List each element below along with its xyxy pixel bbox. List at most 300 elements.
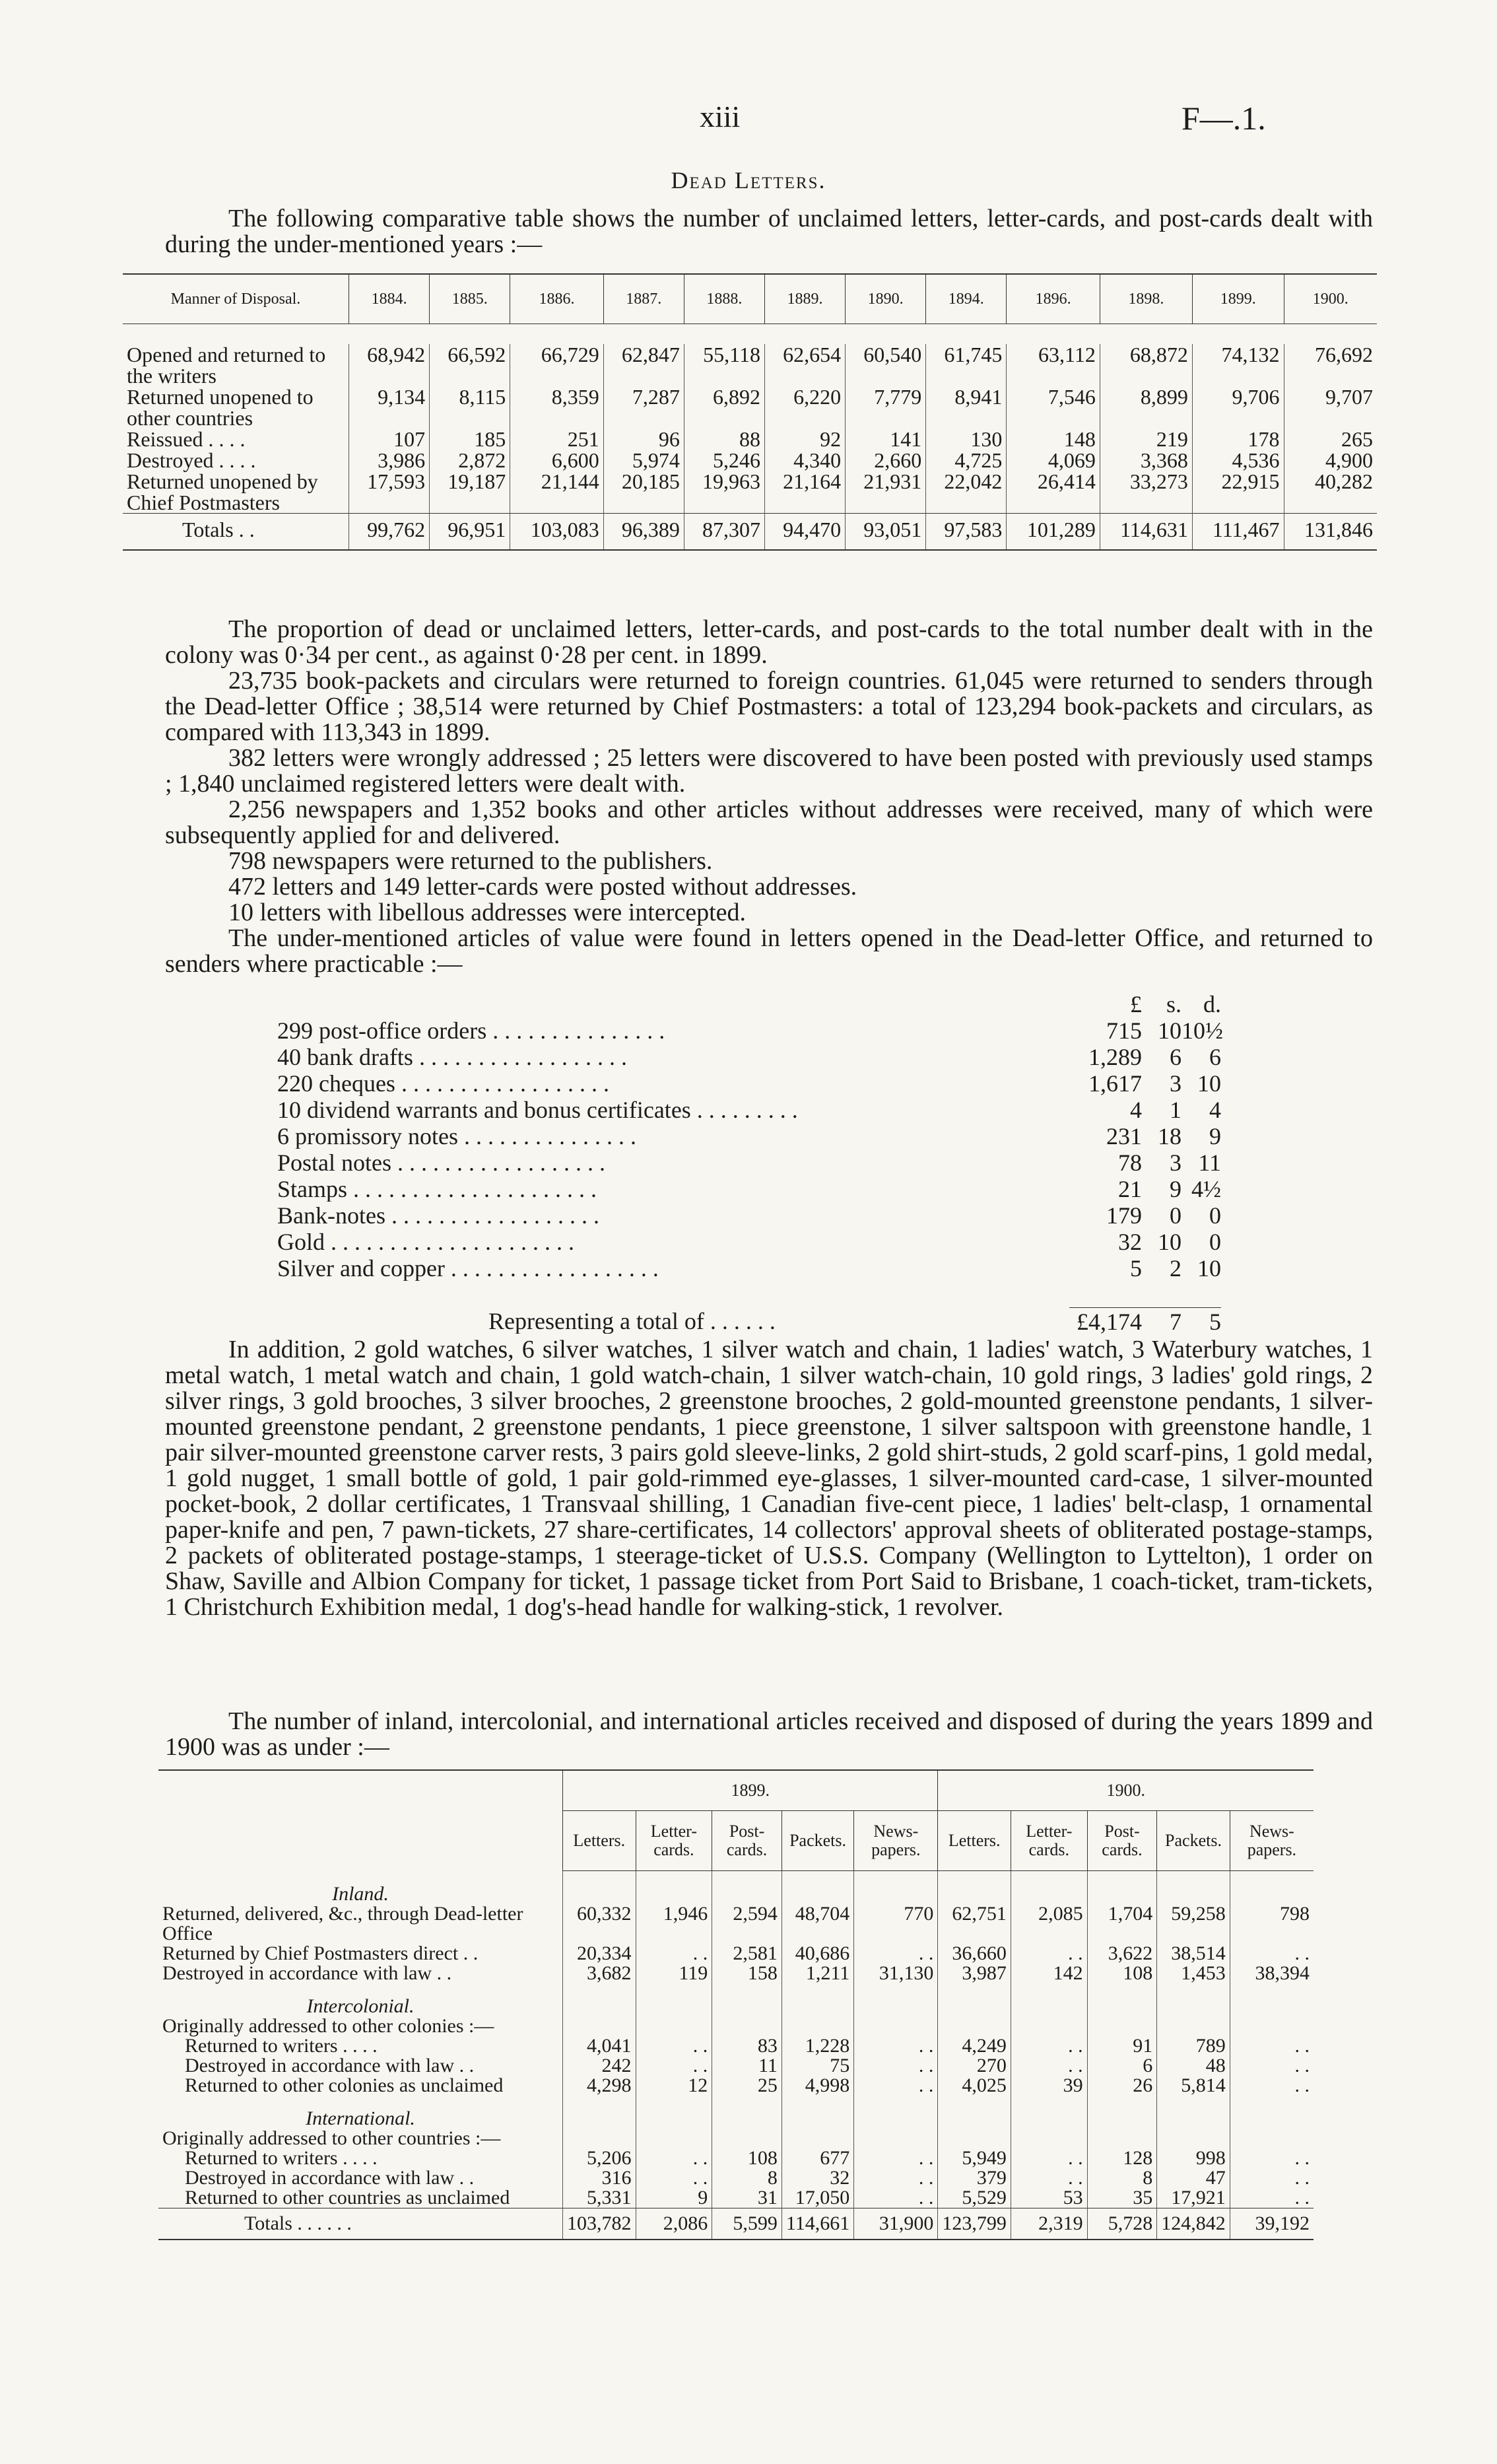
year-1900-header: 1900. [938,1770,1314,1811]
cell-value: 59,258 [1157,1904,1230,1944]
column-header: News-papers. [1230,1811,1314,1871]
cell-value: 2,594 [712,1904,782,1944]
cell-value: 2,660 [846,450,926,471]
totals-row [123,514,1377,551]
item-pounds: 4 [1130,1097,1142,1123]
year-header: 1889. [764,274,845,324]
item-label: Stamps . . . . . . . . . . . . . . . . . . . . . [277,1176,597,1202]
cell-value: 6,220 [764,386,845,428]
cell-value: 316 [563,2168,636,2188]
page-number: xiii [700,100,741,133]
cell-value: 38,514 [1157,1944,1230,1964]
total-value: 39,192 [1230,2208,1314,2240]
cell-value: 108 [712,2148,782,2168]
cell-value: . . [1011,2036,1087,2056]
total-value: 2,086 [636,2208,712,2240]
item-pounds: 231 [1106,1123,1142,1149]
cell-value: 32 [782,2168,853,2188]
item-label: 40 bank drafts . . . . . . . . . . . . . . . . . . [277,1044,627,1070]
cell-value: 8 [1087,2168,1157,2188]
column-header: Letter-cards. [1011,1811,1087,1871]
year-header: 1898. [1100,274,1192,324]
cell-value: 26,414 [1007,471,1100,514]
cell-value: 5,206 [563,2148,636,2168]
cell-value: 19,187 [430,471,510,514]
cell-value: 8 [712,2168,782,2188]
cell-value: . . [854,2148,938,2168]
item-pounds: 715 [1106,1017,1142,1044]
section-heading-row [158,2109,1314,2129]
cell-value: 1,211 [782,1964,853,1983]
cell-value: 17,050 [782,2188,853,2208]
cell-value: 2,085 [1011,1904,1087,1944]
cell-value: . . [636,2148,712,2168]
total-pounds: £4,174 [1069,1307,1142,1334]
cell-value: 48,704 [782,1904,853,1944]
item-pence: 4 [1209,1097,1221,1123]
totals-row [158,2208,1314,2240]
cell-value: 31,130 [854,1964,938,1983]
cell-value: 9,707 [1284,386,1377,428]
item-pounds: 32 [1118,1229,1142,1255]
cell-value: 128 [1087,2148,1157,2168]
total-value: 96,389 [603,514,684,551]
cell-value: . . [854,1944,938,1964]
total-value: 114,661 [782,2208,853,2240]
item-label: 10 dividend warrants and bonus certificates . . . . . . . . . [277,1097,798,1122]
valuable-item [277,1122,1360,1149]
cell-value: . . [1011,2056,1087,2076]
total-value: 94,470 [764,514,845,551]
cell-value: 39 [1011,2076,1087,2096]
total-value: 103,782 [563,2208,636,2240]
cell-value: 8,115 [430,386,510,428]
cell-value: 3,987 [938,1964,1011,1983]
table-row [158,2076,1314,2096]
cell-value: . . [636,2168,712,2188]
addition-paragraph [165,1337,1373,1620]
cell-value: 4,900 [1284,450,1377,471]
table-row [158,1904,1314,1944]
row-label: Destroyed in accordance with law . . [185,2055,475,2076]
total-value: 5,599 [712,2208,782,2240]
cell-value: . . [1230,2188,1314,2208]
cell-value: 998 [1157,2148,1230,2168]
item-shillings: 3 [1170,1070,1181,1097]
cell-value: 63,112 [1007,344,1100,386]
item-shillings: 18 [1158,1123,1181,1149]
valuable-item [277,1043,1360,1070]
disposal-table-header [123,274,1377,324]
cell-value: 4,725 [926,450,1007,471]
cell-value: 61,745 [926,344,1007,386]
cell-value: 5,814 [1157,2076,1230,2096]
total-value: 124,842 [1157,2208,1230,2240]
cell-value: 76,692 [1284,344,1377,386]
cell-value: 60,332 [563,1904,636,1944]
table-row [158,1944,1314,1964]
table-row [158,2188,1314,2208]
cell-value: 5,949 [938,2148,1011,2168]
cell-value: 75 [782,2056,853,2076]
totals-label: Totals . . [123,514,349,551]
cell-value: 36,660 [938,1944,1011,1964]
cell-value: 7,779 [846,386,926,428]
column-header: News-papers. [854,1811,938,1871]
column-header: Post-cards. [712,1811,782,1871]
item-pence: 10 [1197,1070,1221,1097]
cell-value: 17,921 [1157,2188,1230,2208]
addition-text: In addition, 2 gold watches, 6 silver watches, 1 silver watch and chain, 1 ladies' watch, 3 Waterbury watches, 1 metal watch, 1 metal watch and chain, 1 gold watch-chain, 1 silver watch-chain, 10 gold rings, 3 ladies' gold rings, 2 silver rings, 3 gold brooches, 3 silver brooches, 2 greenstone brooches, 2 gold-mounted greenstone pendants, 1 silver-mounted greenstone pendant, 2 greenstone pendants, 1 piece greenstone, 1 silver saltspoon with greenstone handle, 1 pair silver-mounted greenstone carver rests, 3 pairs gold sleeve-links, 2 gold shirt-studs, 2 gold scarf-pins, 1 gold medal, 1 gold nugget, 1 small bottle of gold, 1 pair gold-rimmed eye-glasses, 1 silver-mounted card-case, 1 silver-mounted pocket-book, 2 dollar certificates, 1 Transvaal shilling, 1 Canadian five-cent piece, 1 ladies' belt-clasp, 1 ornamental paper-knife and pen, 7 pawn-tickets, 27 share-certificates, 14 collectors' approval sheets of obliterated postage-stamps, 2 packets of obliterated postage-stamps, 1 steerage-ticket of U.S.S. Company (Wellington to Lyttelton), 1 order on Shaw, Saville and Albion Company for ticket, 1 passage ticket from Port Said to Brisbane, 1 coach-ticket, tram-tickets, 1 Christchurch Exhibition medal, 1 dog's-head handle for walking-stick, 1 revolver. [165,1336,1373,1621]
section-title: Dead Letters. [671,167,826,193]
articles-year-header [158,1770,1314,1811]
cell-value: . . [1230,2168,1314,2188]
cell-value: 770 [854,1904,938,1944]
cell-value: 48 [1157,2056,1230,2076]
articles-table-body [158,1871,1314,2240]
total-value: 97,583 [926,514,1007,551]
articles-intro-text: The number of inland, intercolonial, and international articles received and disposed of during the years 1899 and 1900 was as under :— [165,1707,1373,1761]
cell-value: 62,847 [603,344,684,386]
item-shillings: 3 [1170,1149,1181,1176]
cell-value: . . [1230,2056,1314,2076]
year-header: 1899. [1192,274,1284,324]
cell-value: 185 [430,428,510,450]
item-shillings: 1 [1170,1097,1181,1123]
item-pounds: 1,617 [1088,1070,1142,1097]
cell-value: 38,394 [1230,1964,1314,1983]
table-row [123,344,1377,386]
item-label: 299 post-office orders . . . . . . . . . . . . . . . [277,1017,665,1043]
row-label: Returned unopened to other countries [127,385,314,430]
cell-value: 5,974 [603,450,684,471]
cell-value: . . [854,2188,938,2208]
cell-value: 8,941 [926,386,1007,428]
section-intro: Originally addressed to other colonies :— [162,2015,494,2037]
cell-value: 40,282 [1284,471,1377,514]
paragraph: 10 letters with libellous addresses were intercepted. [228,899,747,926]
row-label: Reissued . . . . [127,427,246,451]
section-heading: Inland. [332,1883,389,1905]
item-pounds: 78 [1118,1149,1142,1176]
cell-value: . . [1011,1944,1087,1964]
row-label: Destroyed in accordance with law . . [185,2167,475,2189]
cell-value: 3,682 [563,1964,636,1983]
column-header: Packets. [782,1811,853,1871]
item-pounds: 1,289 [1088,1044,1142,1070]
cell-value: 130 [926,428,1007,450]
intro-paragraph [165,206,1373,257]
year-header: 1886. [510,274,603,324]
total-value: 87,307 [684,514,764,551]
cell-value: 108 [1087,1964,1157,1983]
item-label: Silver and copper . . . . . . . . . . . . . . . . . . [277,1255,659,1281]
cell-value: 107 [349,428,430,450]
section-heading-row [158,1884,1314,1904]
cell-value: 5,331 [563,2188,636,2208]
cell-value: 7,546 [1007,386,1100,428]
paragraph: 23,735 book-packets and circulars were returned to foreign countries. 61,045 were returned to senders through the Dead-letter Office ; 38,514 were returned by Chief Postmasters: a total of 123,294 book-packets and circulars, as compared with 113,343 in 1899. [165,667,1373,746]
cell-value: 4,025 [938,2076,1011,2096]
cell-value: . . [636,2036,712,2056]
cell-value: 19,963 [684,471,764,514]
cell-value: 25 [712,2076,782,2096]
cell-value: 242 [563,2056,636,2076]
paragraph: 798 newspapers were returned to the publishers. [228,847,713,875]
cell-value: 4,340 [764,450,845,471]
cell-value: 91 [1087,2036,1157,2056]
cell-value: 83 [712,2036,782,2056]
item-shillings: 10 [1158,1017,1181,1044]
cell-value: 31 [712,2188,782,2208]
section-spacer [158,1983,1314,1997]
total-shillings: 7 [1142,1307,1181,1334]
table-row [158,2036,1314,2056]
total-value: 123,799 [938,2208,1011,2240]
pounds-header: £ [1130,991,1142,1017]
cell-value: . . [1230,1944,1314,1964]
cell-value: 4,536 [1192,450,1284,471]
cell-value: 26 [1087,2076,1157,2096]
cell-value: 21,164 [764,471,845,514]
cell-value: 789 [1157,2036,1230,2056]
cell-value: 3,622 [1087,1944,1157,1964]
item-pence: 6 [1209,1044,1221,1070]
cell-value: 1,228 [782,2036,853,2056]
cell-value: 141 [846,428,926,450]
item-shillings: 9 [1170,1176,1181,1202]
cell-value: 8,359 [510,386,603,428]
spacer-row [123,324,1377,345]
valuables-total [277,1307,1360,1334]
cell-value: 265 [1284,428,1377,450]
cell-value: 1,704 [1087,1904,1157,1944]
year-header: 1894. [926,274,1007,324]
cell-value: 20,185 [603,471,684,514]
paragraph: The proportion of dead or unclaimed letters, letter-cards, and post-cards to the total number dealt with in the colony was 0·34 per cent., as against 0·28 per cent. in 1899. [165,615,1373,669]
cell-value: 40,686 [782,1944,853,1964]
cell-value: . . [854,2056,938,2076]
year-header: 1888. [684,274,764,324]
cell-value: . . [1230,2076,1314,2096]
cell-value: 8,899 [1100,386,1192,428]
item-label: Postal notes . . . . . . . . . . . . . . . . . . [277,1149,606,1175]
table-row [158,2056,1314,2076]
table-row [158,2148,1314,2168]
disposal-table [123,273,1377,551]
cell-value: 9,134 [349,386,430,428]
cell-value: 22,042 [926,471,1007,514]
cell-value: 4,998 [782,2076,853,2096]
table-row [158,2168,1314,2188]
total-pence: 5 [1181,1307,1221,1334]
table-row [123,386,1377,428]
cell-value: . . [636,2056,712,2076]
cell-value: 55,118 [684,344,764,386]
cell-value: 251 [510,428,603,450]
item-pence: 0 [1209,1229,1221,1255]
cell-value: . . [1011,2168,1087,2188]
cell-value: 88 [684,428,764,450]
paragraph: 2,256 newspapers and 1,352 books and other articles without addresses were received, many of which were subsequently applied for and delivered. [165,796,1373,849]
item-pounds: 21 [1118,1176,1142,1202]
item-pounds: 179 [1106,1202,1142,1229]
row-label: Destroyed . . . . [127,448,256,472]
cell-value: 35 [1087,2188,1157,2208]
item-label: 6 promissory notes . . . . . . . . . . . . . . . [277,1123,636,1149]
cell-value: 142 [1011,1964,1087,1983]
item-pence: 10 [1197,1255,1221,1282]
cell-value: . . [636,1944,712,1964]
cell-value: 270 [938,2056,1011,2076]
valuable-item [277,1254,1360,1281]
cell-value: 3,986 [349,450,430,471]
year-header: 1900. [1284,274,1377,324]
item-pence: 4½ [1191,1176,1221,1202]
cell-value: 5,246 [684,450,764,471]
total-value: 31,900 [854,2208,938,2240]
valuables-list [277,990,1360,1334]
total-value: 111,467 [1192,514,1284,551]
table-row [123,471,1377,514]
cell-value: 379 [938,2168,1011,2188]
document-code: F—.1. [1181,100,1266,137]
column-header: Letters. [563,1811,636,1871]
year-header: 1884. [349,274,430,324]
item-pence: 11 [1198,1149,1221,1176]
cell-value: 148 [1007,428,1100,450]
cell-value: 47 [1157,2168,1230,2188]
cell-value: 119 [636,1964,712,1983]
valuable-item [277,1228,1360,1254]
cell-value: 3,368 [1100,450,1192,471]
total-value: 99,762 [349,514,430,551]
cell-value: 6,600 [510,450,603,471]
cell-value: 219 [1100,428,1192,450]
section-intro-row [158,2016,1314,2036]
cell-value: . . [1230,2036,1314,2056]
cell-value: 158 [712,1964,782,1983]
total-value: 131,846 [1284,514,1377,551]
row-label: Returned to other countries as unclaimed [185,2187,510,2208]
cell-value: 2,581 [712,1944,782,1964]
row-label: Opened and returned to the writers [127,343,326,388]
year-header: 1885. [430,274,510,324]
section-heading: Intercolonial. [306,1995,415,2017]
cell-value: 20,334 [563,1944,636,1964]
articles-table [158,1769,1314,2240]
pence-header: d. [1203,991,1221,1017]
cell-value: 17,593 [349,471,430,514]
cell-value: 7,287 [603,386,684,428]
year-1899-header: 1899. [563,1770,938,1811]
shillings-header: s. [1166,991,1181,1017]
total-label: Representing a total of . . . . . . [488,1308,776,1334]
articles-intro [165,1709,1373,1760]
cell-value: 96 [603,428,684,450]
cell-value: 2,872 [430,450,510,471]
section-heading: International. [306,2107,415,2129]
table-row [123,450,1377,471]
total-value: 2,319 [1011,2208,1087,2240]
row-label: Returned to writers . . . . [185,2147,378,2169]
paragraph: 472 letters and 149 letter-cards were posted without addresses. [228,873,857,901]
cell-value: . . [1011,2148,1087,2168]
item-shillings: 0 [1170,1202,1181,1229]
column-header: Packets. [1157,1811,1230,1871]
total-value: 93,051 [846,514,926,551]
cell-value: 66,729 [510,344,603,386]
total-value: 96,951 [430,514,510,551]
total-value: 103,083 [510,514,603,551]
section-spacer [158,1871,1314,1885]
year-header: 1896. [1007,274,1100,324]
body-paragraphs [165,617,1373,977]
cell-value: 22,915 [1192,471,1284,514]
paragraph: 382 letters were wrongly addressed ; 25 letters were discovered to have been posted with previously used stamps ; 1,840 unclaimed registered letters were dealt with. [165,744,1373,798]
cell-value: 11 [712,2056,782,2076]
cell-value: 66,592 [430,344,510,386]
row-label: Returned, delivered, &c., through Dead-letter Office [162,1903,523,1944]
cell-value: 4,298 [563,2076,636,2096]
column-header: Post-cards. [1087,1811,1157,1871]
item-pence: 0 [1209,1202,1221,1229]
year-header: 1890. [846,274,926,324]
totals-label: Totals . . . . . . [158,2208,563,2240]
cell-value: 1,946 [636,1904,712,1944]
item-shillings: 2 [1170,1255,1181,1282]
cell-value: 4,069 [1007,450,1100,471]
row-label: Destroyed in accordance with law . . [162,1962,452,1984]
cell-value: 9,706 [1192,386,1284,428]
table-row [158,1964,1314,1983]
cell-value: . . [854,2036,938,2056]
cell-value: 21,144 [510,471,603,514]
item-pounds: 5 [1130,1255,1142,1282]
item-pence: 10½ [1181,1017,1223,1044]
total-value: 101,289 [1007,514,1100,551]
cell-value: 178 [1192,428,1284,450]
cell-value: . . [854,2076,938,2096]
row-label: Returned to other colonies as unclaimed [185,2074,504,2096]
total-value: 5,728 [1087,2208,1157,2240]
year-header: 1887. [603,274,684,324]
disposal-header-label: Manner of Disposal. [123,274,349,324]
intro-text: The following comparative table shows the number of unclaimed letters, letter-cards, and post-cards dealt with during the under-mentioned years :— [165,205,1373,258]
item-label: 220 cheques . . . . . . . . . . . . . . . . . . [277,1070,609,1096]
valuable-item [277,1149,1360,1175]
valuable-item [277,1017,1360,1043]
cell-value: 9 [636,2188,712,2208]
cell-value: 68,872 [1100,344,1192,386]
cell-value: 5,529 [938,2188,1011,2208]
valuable-item [277,1175,1360,1202]
row-label: Returned by Chief Postmasters direct . . [162,1942,479,1964]
item-label: Bank-notes . . . . . . . . . . . . . . . . . . [277,1202,599,1228]
cell-value: 62,751 [938,1904,1011,1944]
cell-value: 21,931 [846,471,926,514]
valuable-item [277,1096,1360,1122]
cell-value: 6,892 [684,386,764,428]
paragraph: The under-mentioned articles of value were found in letters opened in the Dead-letter Office, and returned to senders where practicable :— [165,924,1373,978]
cell-value: 68,942 [349,344,430,386]
cell-value: 62,654 [764,344,845,386]
section-intro-row [158,2129,1314,2148]
valuable-item [277,1070,1360,1096]
cell-value: 4,041 [563,2036,636,2056]
cell-value: 12 [636,2076,712,2096]
table-row [123,428,1377,450]
